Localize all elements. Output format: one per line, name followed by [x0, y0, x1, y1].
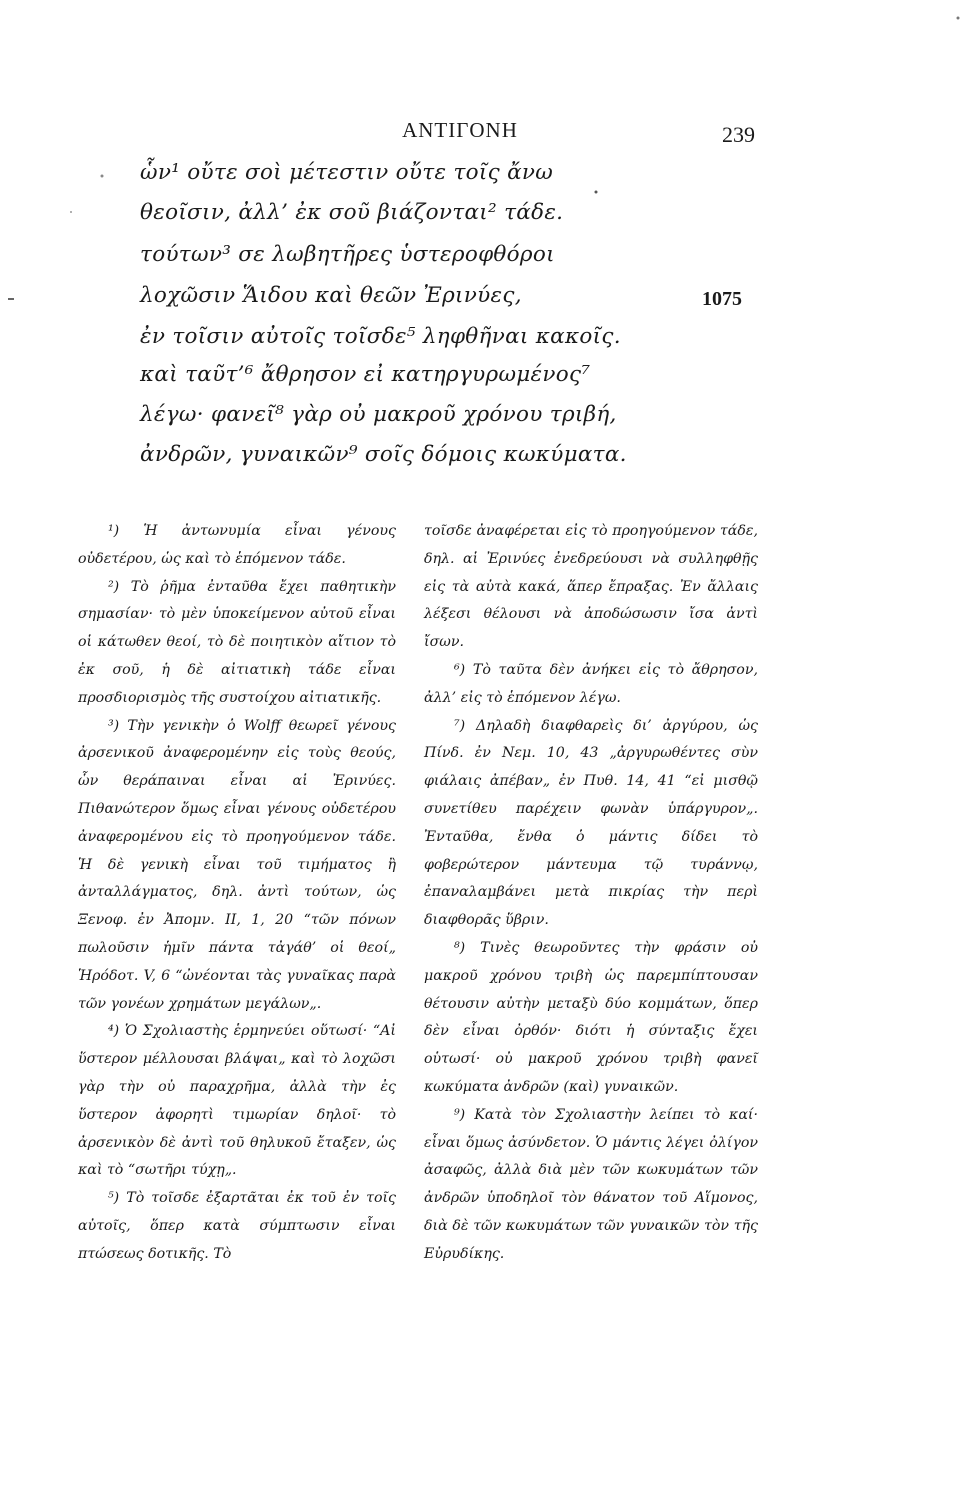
footnote: ⁹) Κατὰ τὸν Σχολιαστὴν λείπει τὸ καί· εἶναι ὅμως ἀσύνδετον. Ὁ μάντις λέγει ὀλίγον ἀσαφῶς, ἀλλὰ διὰ μὲν τῶν κωκυμάτων τῶν ἀνδρῶν ὑποδηλοῖ τὸν θάνατον τοῦ Αἵμονος, διὰ δὲ τῶν κωκυμάτων τῶν γυναικῶν τὸν τῆς Εὐρυδίκης.	[424, 1106, 758, 1262]
verse-line: θεοῖσιν, ἀλλ’ ἐκ σοῦ βιάζονται² τάδε.	[140, 200, 564, 225]
footnotes-left-column	[78, 518, 396, 1269]
footnote: ²) Τὸ ῥῆμα ἐνταῦθα ἔχει παθητικὴν σημασίαν· τὸ μὲν ὑποκείμενον αὐτοῦ εἶναι οἱ κάτωθεν θεοί, τὸ δὲ ποιητικὸν αἴτιον τὸ ἐκ σοῦ, ἡ δὲ αἰτιατικὴ τάδε εἶναι προσδιορισμὸς τῆς συστοίχου αἰτιατικῆς.	[78, 578, 396, 706]
verse-line: καὶ ταῦτ’⁶ ἄθρησον εἰ κατηργυρωμένος⁷	[140, 362, 591, 387]
line-number-marker: 1075	[702, 288, 742, 310]
verse-line: λέγω· φανεῖ⁸ γὰρ οὐ μακροῦ χρόνου τριβή,	[140, 402, 617, 427]
footnote: ⁸) Τινὲς θεωροῦντες τὴν φράσιν οὐ μακροῦ χρόνου τριβὴ ὡς παρεμπίπτουσαν θέτουσιν αὐτὴν μεταξὺ δύο κομμάτων, ὅπερ δὲν εἶναι ὀρθόν· διότι ἡ σύνταξις ἔχει οὑτωσί· οὐ μακροῦ χρόνου τριβὴ φανεῖ κωκύματα ἀνδρῶν (καὶ) γυναικῶν.	[424, 939, 758, 1095]
footnote: ¹) Ἡ ἀντωνυμία εἶναι γένους οὐδετέρου, ὡς καὶ τὸ ἑπόμενον τάδε.	[78, 523, 396, 567]
footnote-continuation: τοῖσδε ἀναφέρεται εἰς τὸ προηγούμενον τάδε, δηλ. αἱ Ἐρινύες ἐνεδρεύουσι νὰ συλληφθῇς εἰς τὰ αὐτὰ κακά, ἅπερ ἔπραξας. Ἐν ἄλλαις λέξεσι θέλουσι νὰ ἀποδώσωσιν ἴσα ἀντὶ ἴσων.	[424, 523, 758, 651]
verse-line: ἐν τοῖσιν αὐτοῖς τοῖσδε⁵ ληφθῆναι κακοῖς.	[140, 324, 621, 349]
running-title: ΑΝΤΙΓΟΝΗ	[402, 118, 518, 142]
verse-line: ὧν¹ οὔτε σοὶ μέτεστιν οὔτε τοῖς ἄνω	[140, 160, 554, 185]
page-number: 239	[722, 122, 755, 147]
verse-line: τούτων³ σε λωβητῆρες ὑστεροφθόροι	[140, 242, 555, 267]
footnotes-right-column	[424, 518, 758, 1269]
footnote: ⁵) Τὸ τοῖσδε ἐξαρτᾶται ἐκ τοῦ ἐν τοῖς αὐτοῖς, ὅπερ κατὰ σύμπτωσιν εἶναι πτώσεως δοτικῆς. Τὸ	[78, 1190, 396, 1262]
verse-line: λοχῶσιν Ἅιδου καὶ θεῶν Ἐρινύες,	[140, 283, 522, 308]
scan-speck	[8, 298, 14, 300]
scan-speck	[957, 17, 960, 20]
footnote: ⁴) Ὁ Σχολιαστὴς ἑρμηνεύει οὕτωσί· “Αἰ ὕστερον μέλλουσαι βλάψαι„ καὶ τὸ λοχῶσι γὰρ τὴν οὐ παραχρῆμα, ἀλλὰ τὴν ἐς ὕστερον ἀφορητὶ τιμωρίαν δηλοῖ· τὸ ἀρσενικὸν δὲ ἀντὶ τοῦ θηλυκοῦ ἔταξεν, ὡς καὶ τὸ “σωτῆρι τύχῃ„.	[78, 1023, 396, 1179]
footnote: ⁷) Δηλαδὴ διαφθαρεὶς δι’ ἀργύρου, ὡς Πίνδ. ἐν Νεμ. 10, 43 „ἀργυρωθέντες σὺν φιάλαις ἀπέβαν„ ἐν Πυθ. 14, 41 “εἰ μισθῷ συνετίθευ παρέχειν φωνὰν ὑπάργυρον„. Ἐνταῦθα, ἔνθα ὁ μάντις δίδει τὸ φοβερώτερον μάντευμα τῷ τυράννῳ, ἐπαναλαμβάνει μετὰ πικρίας τὴν περὶ διαφθορᾶς ὕβριν.	[424, 717, 758, 929]
footnote: ⁶) Τὸ ταῦτα δὲν ἀνήκει εἰς τὸ ἄθρησον, ἀλλ’ εἰς τὸ ἑπόμενον λέγω.	[424, 661, 758, 706]
verse-line: ἀνδρῶν, γυναικῶν⁹ σοῖς δόμοις κωκύματα.	[140, 442, 627, 467]
footnote: ³) Τὴν γενικὴν ὁ Wolff θεωρεῖ γένους ἀρσενικοῦ ἀναφερομένην εἰς τοὺς θεούς, ὧν θεράπαιναι εἶναι αἱ Ἐρινύες. Πιθανώτερον ὅμως εἶναι γένους οὐδετέρου ἀναφερομένου εἰς τὸ προηγούμενον τάδε. Ἡ δὲ γενικὴ εἶναι τοῦ τιμήματος ἢ ἀνταλλάγματος, δηλ. ἀντὶ τούτων, ὡς Ξενοφ. ἐν Ἀπομν. ΙΙ, 1, 20 “τῶν πόνων πωλοῦσιν ἡμῖν πάντα τἀγάθ’ οἱ θεοί„ Ἡρόδοτ. V, 6 “ὠνέονται τὰς γυναῖκας παρὰ τῶν γονέων χρημάτων μεγάλων„.	[78, 717, 396, 1012]
scan-speck	[595, 191, 598, 194]
scan-speck	[70, 211, 72, 213]
scan-speck	[101, 175, 104, 178]
